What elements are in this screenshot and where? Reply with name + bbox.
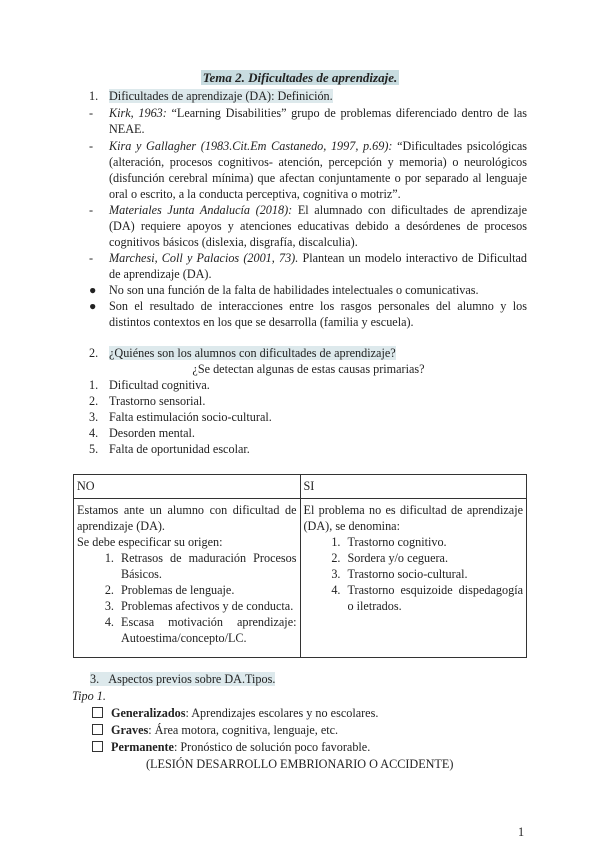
cause-item: 2. Trastorno sensorial. xyxy=(89,394,206,408)
section-2-heading: 2. ¿Quiénes son los alumnos con dificultades de aprendizaje? xyxy=(89,346,396,360)
no-item: 3. Problemas afectivos y de conducta. xyxy=(117,598,297,614)
checkbox-icon xyxy=(92,724,103,735)
definition-item: - Kira y Gallagher (1983.Cit.Em Castanedo, 1997, p.69): “Dificultades psicológicas (alteración, procesos cognitivos- atención, percepción y memoria) o neurológicos (disfunción cerebral mínima) que afectan conjuntamente o por separado al lenguaje oral o escrito, a la conducta perceptiva, cognitiva o motriz”. xyxy=(89,139,527,201)
type-item: Permanente: Pronóstico de solución poco favorable. xyxy=(92,739,370,755)
document-title: Tema 2. Dificultades de aprendizaje. xyxy=(202,70,398,85)
checkbox-icon xyxy=(92,741,103,752)
type-note: (LESIÓN DESARROLLO EMBRIONARIO O ACCIDENTE) xyxy=(146,757,454,771)
si-item: 4. Trastorno esquizoide dispedagogía o iletrados. xyxy=(344,582,524,614)
bullet-icon: ● xyxy=(89,299,97,313)
si-item: 3. Trastorno socio-cultural. xyxy=(344,566,524,582)
si-header: SI xyxy=(300,475,527,499)
cause-item: 4. Desorden mental. xyxy=(89,426,195,440)
type-item: Graves: Área motora, cognitiva, lenguaje, etc. xyxy=(92,722,338,738)
bullet-item: ● Son el resultado de interacciones entre los rasgos personales del alumno y los distintos contextos en los que se desarrolla (familia y escuela). xyxy=(89,299,527,329)
no-si-table xyxy=(73,474,527,658)
no-cell: Estamos ante un alumno con dificultad de aprendizaje (DA). Se debe especificar su origen: 1. Retrasos de maduración Procesos Básicos. 2. Problemas de lenguaje. 3. Problemas afectivos y de conducta. 4. Escasa motivación aprendizaje: Autoestima/concepto/LC. xyxy=(74,499,301,658)
type-label: Tipo 1. xyxy=(72,689,106,703)
section-2-subheading: ¿Se detectan algunas de estas causas primarias? xyxy=(192,362,425,376)
dash-marker: - xyxy=(89,251,94,265)
cause-item: 5. Falta de oportunidad escolar. xyxy=(89,442,250,456)
dash-marker: - xyxy=(89,139,94,153)
section-1-heading: 1. Dificultades de aprendizaje (DA): Definición. xyxy=(89,89,333,103)
cause-item: 1. Dificultad cognitiva. xyxy=(89,378,210,392)
page-number: 1 xyxy=(518,825,525,839)
bullet-icon: ● xyxy=(89,283,97,297)
type-item: Generalizados: Aprendizajes escolares y no escolares. xyxy=(92,705,378,721)
bullet-item: ● No son una función de la falta de habilidades intelectuales o comunicativas. xyxy=(89,283,479,297)
section-3-heading: 3. Aspectos previos sobre DA.Tipos. xyxy=(90,672,276,686)
si-item: 2. Sordera y/o ceguera. xyxy=(344,550,524,566)
definition-item: - Kirk, 1963: “Learning Disabilities” grupo de problemas diferenciado dentro de las NEAE. xyxy=(89,106,527,136)
definition-item: - Materiales Junta Andalucía (2018): El alumnado con dificultades de aprendizaje (DA) requiere apoyos y atenciones educativas debido a desórdenes de procesos cognitivos básicos (dislexia, disgrafía, discalculia). xyxy=(89,203,527,249)
checkbox-icon xyxy=(92,707,103,718)
si-item: 1. Trastorno cognitivo. xyxy=(344,534,524,550)
definition-item: - Marchesi, Coll y Palacios (2001, 73). Plantean un modelo interactivo de Dificultad de aprendizaje (DA). xyxy=(89,251,527,281)
no-item: 4. Escasa motivación aprendizaje: Autoestima/concepto/LC. xyxy=(117,614,297,646)
cause-item: 3. Falta estimulación socio-cultural. xyxy=(89,410,272,424)
dash-marker: - xyxy=(89,203,94,217)
si-cell: El problema no es dificultad de aprendizaje (DA), se denomina: 1. Trastorno cognitivo. 2. Sordera y/o ceguera. 3. Trastorno socio-cultural. 4. Trastorno esquizoide dispedagogía o iletrados. xyxy=(300,499,527,658)
no-item: 1. Retrasos de maduración Procesos Básicos. xyxy=(117,550,297,582)
no-header: NO xyxy=(74,475,301,499)
dash-marker: - xyxy=(89,106,94,120)
no-item: 2. Problemas de lenguaje. xyxy=(117,582,297,598)
